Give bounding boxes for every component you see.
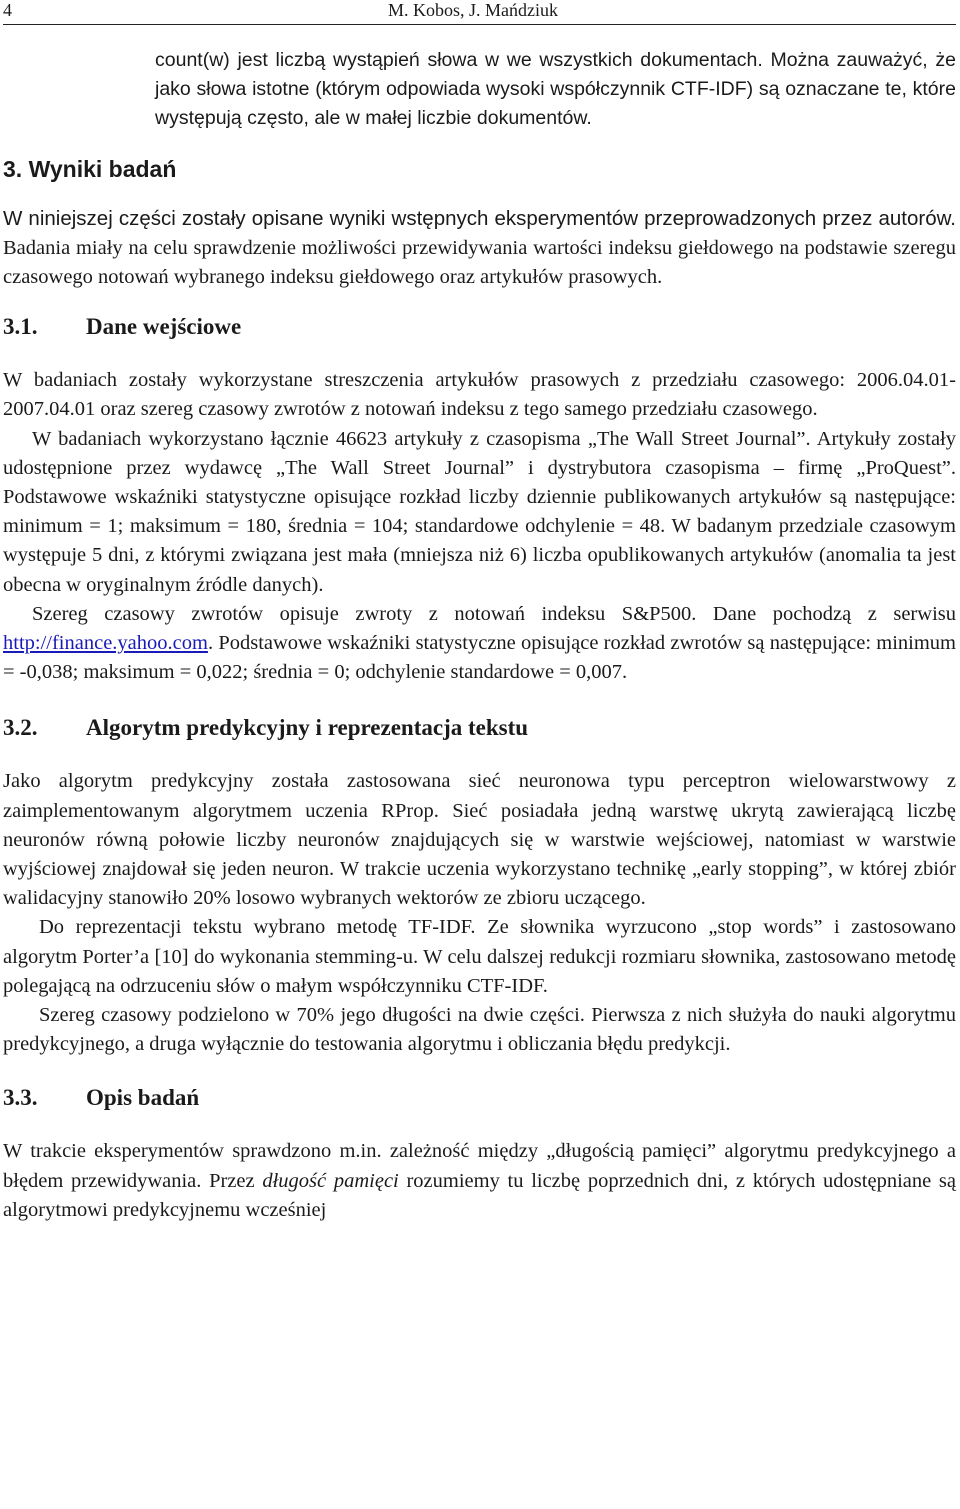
- section-3-2-paragraph-1: Jako algorytm predykcyjny została zastosowana sieć neuronowa typu perceptron wielowarstwowy z zaimplementowanym algorytmem uczenia RProp. Sieć posiadała jedną warstwę ukrytą zawierającą liczbę neuronów równą połowie liczby neuronów znajdujących się w warstwie wejściowej, natomiast w warstwie wyjściowej znajdował się jeden neuron. W trakcie uczenia wykorzystano technikę „early stopping”, w której zbiór walidacyjny stanowiło 20% losowo wybranych wektorów ze zbioru uczącego.: [3, 770, 956, 910]
- page-number: 4: [3, 0, 12, 20]
- section-3-2-title: Algorytm predykcyjny i reprezentacja tekstu: [86, 715, 529, 741]
- section-3-paragraph: [3, 204, 956, 293]
- section-3-1-title: Dane wejściowe: [86, 314, 242, 340]
- yahoo-finance-link[interactable]: http://finance.yahoo.com: [3, 632, 208, 655]
- section-3-1-heading: [3, 312, 956, 342]
- memory-length-term: długość pamięci: [262, 1169, 399, 1192]
- paper-page: [3, 0, 956, 1225]
- section-3-1-paragraph-3-text-b: . Podstawowe wskaźniki statystyczne opisujące rozkład zwrotów są następujące: minimum = -0,038; maksimum = 0,022; średnia = 0; odchylenie standardowe = 0,007.: [3, 632, 956, 684]
- intro-paragraph: count(w) jest liczbą wystąpień słowa w we wszystkich dokumentach. Można zauważyć, że jako słowa istotne (którym odpowiada wysoki współczynnik CTF-IDF) są oznaczane te, które występują często, ale w małej liczbie dokumentów.: [155, 49, 956, 130]
- section-3-2-paragraph-3: Szereg czasowy podzielono w 70% jego długości na dwie części. Pierwsza z nich służyła do nauki algorytmu predykcyjnego, a druga wyłącznie do testowania algorytmu i obliczania błędu predykcji.: [3, 1004, 956, 1056]
- section-3-1-paragraph-1: W badaniach zostały wykorzystane streszczenia artykułów prasowych z przedziału czasowego: 2006.04.01-2007.04.01 oraz szereg czasowy zwrotów z notowań indeksu z tego samego przedziału czasowego.: [3, 369, 956, 421]
- intro-block: [3, 46, 956, 134]
- section-3-text-a: W niniejszej części zostały opisane wyniki wstępnych eksperymentów przeprowadzonych przez autorów.: [3, 206, 956, 230]
- section-3-3-title: Opis badań: [86, 1085, 200, 1111]
- section-3-3-text-a: W trakcie eksperymentów sprawdzono m.in. zależność między „długością pamięci” algorytmu predykcyjnego a błędem przewidywania. Przez: [3, 1140, 956, 1192]
- section-3-2-number: 3.2.: [3, 715, 38, 741]
- section-3-text-b: Badania miały na celu sprawdzenie możliwości przewidywania wartości indeksu giełdowego na podstawie szeregu czasowego notowań wybranego indeksu giełdowego oraz artykułów prasowych.: [3, 236, 956, 289]
- section-3-3-text-b: rozumiemy tu liczbę poprzednich dni, z których udostępniane są algorytmowi predykcyjnemu wcześniej: [3, 1169, 956, 1221]
- section-3-heading: 3. Wyniki badań: [3, 155, 177, 182]
- running-header: [3, 0, 956, 25]
- section-3-3-heading: [3, 1083, 956, 1113]
- section-3-2-heading: [3, 713, 956, 743]
- section-3-1-paragraph-3-text-a: Szereg czasowy zwrotów opisuje zwroty z notowań indeksu S&P500. Dane pochodzą z serwisu: [32, 602, 956, 625]
- header-authors: M. Kobos, J. Mańdziuk: [388, 0, 558, 20]
- section-3-1-paragraph-3: [3, 600, 956, 688]
- section-3-3-paragraph-1: [3, 1137, 956, 1225]
- section-3-1-paragraph-2: W badaniach wykorzystano łącznie 46623 artykuły z czasopisma „The Wall Street Journal”. Artykuły zostały udostępnione przez wydawcę „The Wall Street Journal” i dystrybutora czasopisma – firmę „ProQuest”. Podstawowe wskaźniki statystyczne opisujące rozkład liczby dziennie publikowanych artykułów są następujące: minimum = 1; maksimum = 180, średnia = 104; standardowe odchylenie = 48. W badanym przedziale czasowym występuje 5 dni, z którymi związana jest mała (mniejsza niż 6) liczba opublikowanych artykułów (anomalia ta jest obecna w oryginalnym źródle danych).: [3, 427, 956, 596]
- section-3-1-number: 3.1.: [3, 314, 38, 340]
- section-3-3-number: 3.3.: [3, 1085, 38, 1111]
- section-3-2-paragraph-2: Do reprezentacji tekstu wybrano metodę TF-IDF. Ze słownika wyrzucono „stop words” i zastosowano algorytm Porter’a [10] do wykonania stemming-u. W celu dalszej redukcji rozmiaru słownika, zastosowano metodę polegającą na odrzuceniu słów o małym współczynniku CTF-IDF.: [3, 916, 956, 997]
